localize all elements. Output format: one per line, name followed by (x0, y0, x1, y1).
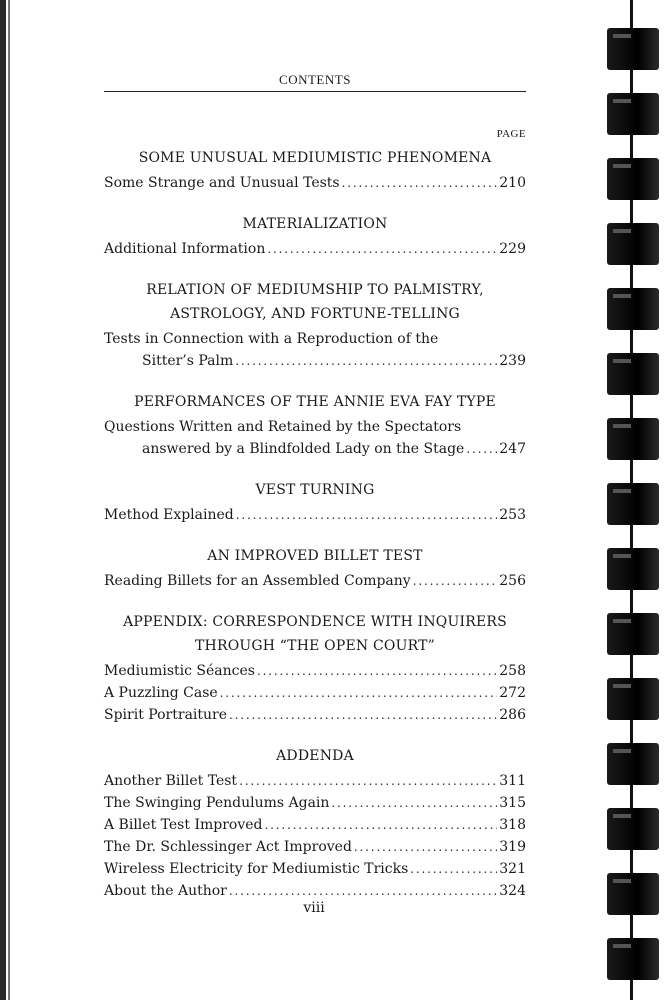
dot-leader (342, 172, 498, 194)
dot-leader (267, 238, 497, 260)
toc-section (104, 546, 526, 592)
page-number-entry: 247 (499, 441, 526, 457)
entry-row (104, 880, 526, 902)
toc-entry (104, 238, 526, 260)
dot-leader (257, 660, 497, 682)
dot-leader (235, 350, 497, 372)
page-header: CONTENTS (104, 72, 526, 92)
section-title: VEST TURNING (255, 482, 375, 498)
entry-title: Another Billet Test (104, 773, 238, 789)
entry-row (104, 504, 526, 526)
entry-title: answered by a Blindfolded Lady on the Stage (142, 441, 465, 457)
section-title: PERFORMANCES OF THE ANNIE EVA FAY TYPE (134, 394, 496, 410)
binding-coil (607, 678, 659, 720)
entry-title: Sitter’s Palm (142, 353, 234, 369)
toc-entry (104, 682, 526, 704)
entry-row (104, 172, 526, 194)
entry-row (104, 792, 526, 814)
toc-entry (104, 792, 526, 814)
binding-coil (607, 548, 659, 590)
dot-leader (229, 704, 497, 726)
section-title: SOME UNUSUAL MEDIUMISTIC PHENOMENA (138, 150, 492, 166)
page-number-entry: 315 (499, 795, 526, 811)
entry-title: A Puzzling Case (104, 685, 218, 701)
page-number-entry: 229 (499, 241, 526, 257)
toc-entry (104, 770, 526, 792)
entry-row (104, 858, 526, 880)
section-title: APPENDIX: CORRESPONDENCE WITH INQUIRERS (123, 614, 507, 630)
dot-leader (264, 814, 497, 836)
binding-coil (607, 483, 659, 525)
page-edge-left (0, 0, 6, 1000)
entry-title: A Billet Test Improved (104, 817, 263, 833)
toc-entry (104, 836, 526, 858)
entry-row (104, 350, 526, 372)
binding-coil (607, 353, 659, 395)
toc-section (104, 612, 526, 726)
spiral-binding (595, 0, 667, 1000)
page-number-entry: 321 (499, 861, 526, 877)
page-column-label: PAGE (496, 128, 526, 140)
toc-section (104, 392, 526, 460)
section-title: AN IMPROVED BILLET TEST (207, 548, 423, 564)
binding-coil (607, 743, 659, 785)
entry-title: The Dr. Schlessinger Act Improved (104, 839, 352, 855)
toc-section (104, 214, 526, 260)
toc-entry (104, 660, 526, 682)
entry-title: Wireless Electricity for Mediumistic Tricks (104, 861, 409, 877)
entry-title: Spirit Portraiture (104, 707, 228, 723)
dot-leader (413, 570, 498, 592)
binding-coil (607, 158, 659, 200)
section-title: RELATION OF MEDIUMSHIP TO PALMISTRY, (146, 282, 484, 298)
entry-row (104, 682, 526, 704)
binding-coil (607, 93, 659, 135)
toc-entry (104, 416, 526, 460)
page-number-entry: 319 (499, 839, 526, 855)
dot-leader (354, 836, 497, 858)
page-number-entry: 311 (499, 773, 526, 789)
section-title: ADDENDA (276, 748, 354, 764)
dot-leader (331, 792, 497, 814)
toc-section (104, 746, 526, 902)
dot-leader (236, 504, 498, 526)
entry-title: The Swinging Pendulums Again (104, 795, 330, 811)
page-number-entry: 210 (499, 175, 526, 191)
entry-row (104, 238, 526, 260)
entry-title: Additional Information (104, 241, 266, 257)
binding-coil (607, 288, 659, 330)
toc-entry (104, 858, 526, 880)
toc-section (104, 480, 526, 526)
binding-coil (607, 808, 659, 850)
toc-section (104, 148, 526, 194)
entry-row (104, 704, 526, 726)
page-number-entry: 318 (499, 817, 526, 833)
dot-leader (229, 880, 497, 902)
entry-title: Mediumistic Séances (104, 663, 255, 679)
entry-title: Reading Billets for an Assembled Company (104, 573, 411, 589)
dot-leader (220, 682, 498, 704)
entry-row (104, 814, 526, 836)
binding-coil (607, 938, 659, 980)
binding-coil (607, 28, 659, 70)
entry-row (104, 770, 526, 792)
table-of-contents (104, 148, 526, 922)
entry-row (104, 570, 526, 592)
toc-section (104, 280, 526, 372)
page-number: viii (303, 900, 325, 916)
entry-row (104, 438, 526, 460)
page-number-entry: 258 (499, 663, 526, 679)
toc-entry (104, 814, 526, 836)
page-number-entry: 272 (499, 685, 526, 701)
binding-coil (607, 613, 659, 655)
toc-entry (104, 504, 526, 526)
dot-leader (410, 858, 497, 880)
page-edge-line (8, 0, 10, 1000)
binding-coil (607, 418, 659, 460)
page-number-entry: 253 (499, 507, 526, 523)
entry-row (104, 660, 526, 682)
page-number-entry: 256 (499, 573, 526, 589)
toc-entry (104, 172, 526, 194)
section-title: MATERIALIZATION (242, 216, 388, 232)
section-title: ASTROLOGY, AND FORTUNE-TELLING (170, 306, 460, 322)
page-number-entry: 286 (499, 707, 526, 723)
toc-entry (104, 328, 526, 372)
page-number-entry: 239 (499, 353, 526, 369)
binding-coil (607, 223, 659, 265)
entry-row (104, 836, 526, 858)
section-title: THROUGH “THE OPEN COURT” (195, 638, 435, 654)
entry-title-line: Tests in Connection with a Reproduction of the (104, 331, 439, 347)
entry-title: About the Author (104, 883, 227, 899)
entry-title-line: Questions Written and Retained by the Spectators (104, 419, 462, 435)
dot-leader (239, 770, 497, 792)
page-number-entry: 324 (499, 883, 526, 899)
entry-title: Method Explained (104, 507, 234, 523)
toc-entry (104, 704, 526, 726)
entry-title: Some Strange and Unusual Tests (104, 175, 340, 191)
toc-entry (104, 570, 526, 592)
toc-entry (104, 880, 526, 902)
dot-leader (466, 438, 497, 460)
